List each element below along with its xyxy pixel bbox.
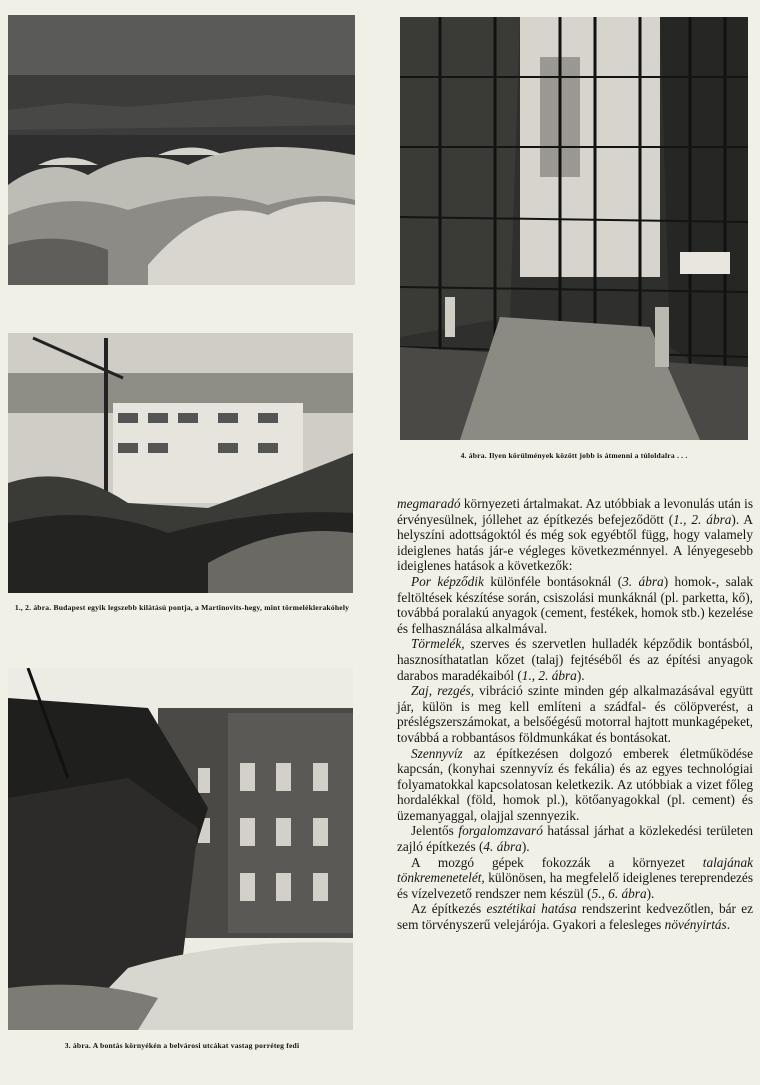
paragraph-4: Zaj, rezgés, vibráció szinte minden gép alkalmazásával együtt jár, külön is meg kell említeni a szádfal- és cölöpverést, a préslégszerszámokat, a belsőégésű motorral hajtott munkagépeket, továbbá a robbantásos földmunkákat és bontásokat. bbox=[397, 683, 753, 745]
paragraph-3: Törmelék, szerves és szervetlen hulladék képződik bontásból, hasznosíthatatlan kőzet (talaj) fejtéséből és az építési anyagok darabos maradékaiból (1., 2. ábra). bbox=[397, 636, 753, 683]
figure-4-caption: 4. ábra. Ilyen körülmények között jobb is átmenni a túloldalra . . . bbox=[460, 451, 688, 460]
figure-3-photo bbox=[8, 668, 353, 1030]
paragraph-1: megmaradó környezeti ártalmakat. Az utóbbiak a levonulás után is érvényesülnek, jóllehet az építkezés befejeződött (1., 2. ábra). A helyszíni adottságoktól és még sok egyébtől függ, hogy valamely ideiglenes hatás jár-e végleges következménnyel. A lényegesebb ideiglenes hatások a következők: bbox=[397, 496, 753, 574]
figure-1-photo bbox=[8, 15, 355, 285]
paragraph-2: Por képződik különféle bontásoknál (3. ábra) homok-, salak feltöltések készítése során, csiszolási munkáknál (pl. parketta, kő), továbbá poralakú anyagok (cement, festékek, homok stb.) kezelése és felhasználása alkalmával. bbox=[397, 573, 754, 636]
photo-scaffolding-street bbox=[400, 17, 748, 440]
figure-2-photo bbox=[8, 333, 353, 593]
figure-3-caption: 3. ábra. A bontás környékén a belvárosi utcákat vastag porréteg fedi bbox=[64, 1041, 300, 1050]
paragraph-7: A mozgó gépek fokozzák a környezet talajának tönkremenetelét, különösen, ha megfelelő ideiglenes tereprendezés és vízelvezető rendszer nem készül (5., 6. ábra). bbox=[397, 854, 753, 901]
photo-demolition-street bbox=[8, 668, 353, 1030]
body-text bbox=[397, 496, 753, 933]
paragraph-8: Az építkezés esztétikai hatása rendszerint kedvezőtlen, bár ez sem törvényszerű velejárója. Gyakori a felesleges növényirtás. bbox=[397, 901, 753, 933]
paragraph-5: Szennyvíz az építkezésen dolgozó emberek életműködése kapcsán, (konyhai szennyvíz és fekália) és az egyes technológiai folyamatokkal kapcsolatosan keletkezik. Az utóbbiak a vizet főleg hordalékkal (föld, homok pl.), kötőanyagokkal (pl. cement) és üzemanyaggal, olajjal szennyezik. bbox=[397, 745, 753, 823]
photo-crane-construction bbox=[8, 333, 353, 593]
paragraph-6: Jelentős forgalomzavaró hatással járhat a közlekedési területen zajló építkezés (4. ábra). bbox=[397, 823, 753, 855]
figure-1-2-caption: 1., 2. ábra. Budapest egyik legszebb kilátású pontja, a Martinovits-hegy, mint törmeléklerakóhely bbox=[14, 603, 350, 612]
photo-landscape-rubble bbox=[8, 15, 355, 285]
figure-4-photo bbox=[400, 17, 748, 440]
